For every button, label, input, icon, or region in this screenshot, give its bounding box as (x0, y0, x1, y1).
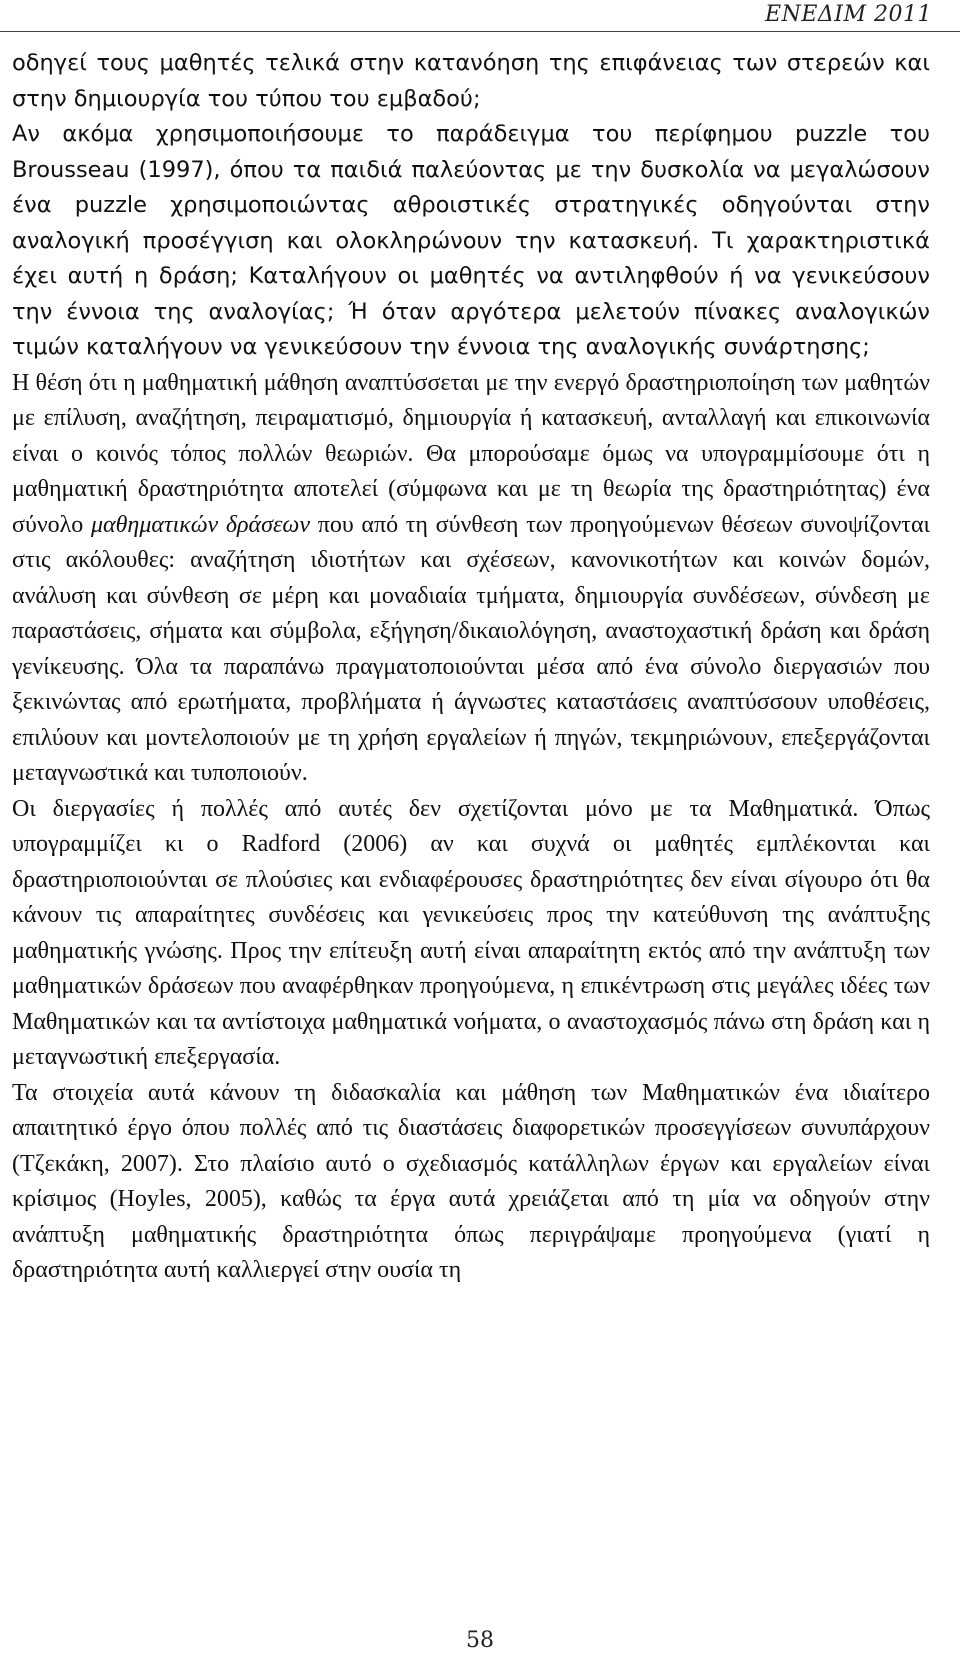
paragraph-puzzle-example: Αν ακόμα χρησιμοποιήσουμε το παράδειγμα του περίφημου puzzle του Brousseau (1997), όπου τα παιδιά παλεύοντας με την δυσκολία να μεγαλώσουν ένα puzzle χρησιμοποιώντας αθροιστικές στρατηγικές οδηγούνται στην αναλογική προσέγγιση και ολοκληρώνουν την κατασκευή. Τι χαρακτηριστικά έχει αυτή η δράση; Καταλήγουν οι μαθητές να αντιληφθούν ή να γενικεύσουν την έννοια της αναλογίας; Ή όταν αργότερα μελετούν πίνακες αναλογικών τιμών καταλήγουν να γενικεύσουν την έννοια της αναλογικής συνάρτησης; (12, 121, 930, 360)
paragraph-text-part: Η θέση ότι η μαθηματική μάθηση αναπτύσσεται με την ενεργό δραστηριοποίηση των μαθητών με επίλυση, αναζήτηση, πειραματισμό, δημιουργία ή κατασκευή, ανταλλαγή και επικοινωνία είναι ο κοινός τόπος πολλών θεωριών. Θα μπορούσαμε όμως να υπογραμμίσουμε ότι η μαθηματική δραστηριότητα αποτελεί (σύμφωνα και με τη θεωρία της δραστηριότητας) ένα σύνολο (12, 369, 930, 538)
paragraph-continuation: οδηγεί τους μαθητές τελικά στην κατανόηση της επιφάνειας των στερεών και στην δημιουργία του τύπου του εμβαδού; (12, 50, 930, 112)
emphasized-term: μαθηματικών δράσεων (91, 511, 311, 538)
paragraph-processes: Οι διεργασίες ή πολλές από αυτές δεν σχετίζονται μόνο με τα Μαθηματικά. Όπως υπογραμμίζει κι ο Radford (2006) αν και συχνά οι μαθητές εμπλέκονται και δραστηριοποιούνται σε πλούσιες και ενδιαφέρουσες δραστηριότητες δεν είναι σίγουρο ότι θα κάνουν τις απαραίτητες συνδέσεις και γενικεύσεις προς την κατεύθυνση της ανάπτυξης μαθηματικής γνώσης. Προς την επίτευξη αυτή είναι απαραίτητη εκτός από την ανάπτυξη των μαθηματικών δράσεων που αναφέρθηκαν προηγούμενα, η επικέντρωση στις μεγάλες ιδέες των Μαθηματικών και τα αντίστοιχα μαθηματικά νοήματα, ο αναστοχασμός πάνω στη δράση και η μεταγνωστική επεξεργασία. (12, 795, 930, 1070)
page-number: 58 (466, 1628, 494, 1653)
running-header: ΕΝΕΔΙΜ 2011 (765, 2, 932, 27)
page-body (12, 46, 930, 1289)
header-divider (0, 31, 960, 32)
paragraph-task-design: Τα στοιχεία αυτά κάνουν τη διδασκαλία και μάθηση των Μαθηματικών ένα ιδιαίτερο απαιτητικό έργο όπου πολλές από τις διαστάσεις διαφορετικών προσεγγίσεων συνυπάρχουν (Τζεκάκη, 2007). Στο πλαίσιο αυτό ο σχεδιασμός κατάλληλων έργων και εργαλείων είναι κρίσιμος (Hoyles, 2005), καθώς τα έργα αυτά χρειάζεται από τη μία να οδηγούν στην ανάπτυξη μαθηματικής δραστηριότητα όπως περιγράψαμε προηγούμενα (γιατί η δραστηριότητα αυτή καλλιεργεί στην ουσία τη (12, 1079, 930, 1283)
paragraph-mathematical-actions (12, 366, 930, 792)
paragraph-text-part: που από τη σύνθεση των προηγούμενων θέσεων συνοψίζονται στις ακόλουθες: αναζήτηση ιδιοτήτων και σχέσεων, κανονικοτήτων και κοινών δομών, ανάλυση και σύνθεση σε μέρη και μοναδιαία τμήματα, δημιουργία συνδέσεων, σύνδεση με παραστάσεις, σήματα και σύμβολα, εξήγηση/δικαιολόγηση, αναστοχαστική δράση και δράση γενίκευσης. Όλα τα παραπάνω πραγματοποιούνται μέσα από ένα σύνολο διεργασιών που ξεκινώντας από ερωτήματα, προβλήματα ή άγνωστες καταστάσεις αναπτύσσουν υποθέσεις, επιλύουν και μοντελοποιούν με τη χρήση εργαλείων ή πηγών, τεκμηριώνουν, επεξεργάζονται μεταγνωστικά και τυποποιούν. (12, 511, 930, 786)
